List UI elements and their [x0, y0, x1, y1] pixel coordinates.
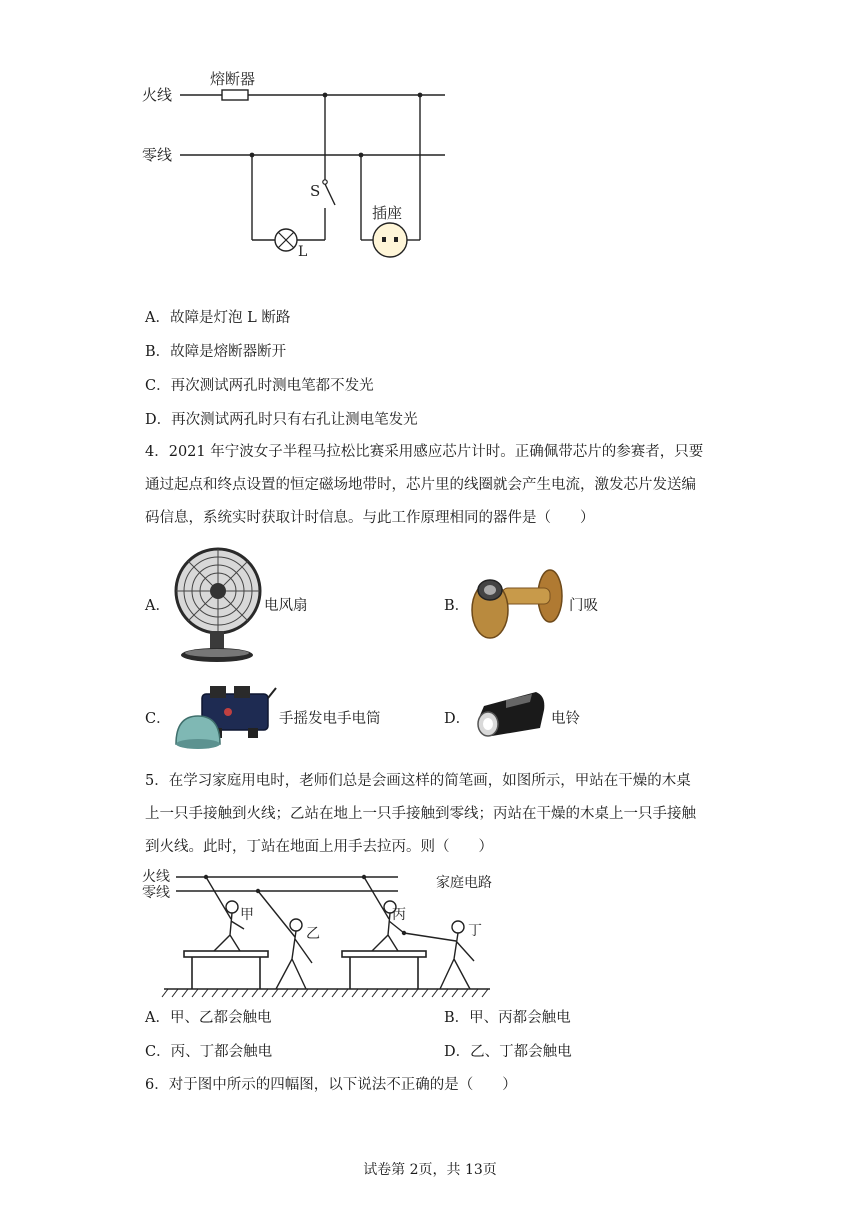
fig-neutral-wire-label: 零线 — [142, 885, 170, 901]
page-footer: 试卷第 2页，共 13页 — [363, 1162, 497, 1178]
q6-question: 6．对于图中所示的四幅图，以下说法不正确的是（ ） — [145, 1077, 517, 1093]
electric-fan-photo — [172, 543, 262, 665]
q4-option-d-letter: D． — [444, 711, 471, 727]
fig-live-wire-label: 火线 — [142, 869, 170, 885]
q3-option-b: B．故障是熔断器断开 — [145, 344, 287, 360]
q4-option-c-label: 手摇发电手电筒 — [279, 711, 381, 727]
q3-option-d: D．再次测试两孔时只有右孔让测电笔发光 — [145, 412, 418, 428]
q4-question — [145, 436, 703, 535]
door-stopper-photo — [468, 566, 568, 646]
wooden-table-icon — [342, 951, 426, 989]
person-b-label: 乙 — [306, 926, 320, 942]
q4-option-d-label: 电铃 — [551, 711, 580, 727]
person-c-label: 丙 — [392, 907, 406, 923]
wooden-table-icon — [184, 951, 268, 989]
q3-option-c: C．再次测试两孔时测电笔都不发光 — [145, 378, 374, 394]
q4-option-a-letter: A． — [145, 598, 170, 614]
lamp-label: L — [298, 244, 308, 260]
q5-option-b: B．甲、丙都会触电 — [444, 1010, 571, 1026]
q5-option-d: D．乙、丁都会触电 — [444, 1044, 572, 1060]
q5-option-c: C．丙、丁都会触电 — [145, 1044, 273, 1060]
q4-line: 码信息，系统实时获取计时信息。与此工作原理相同的器件是（ ） — [145, 510, 595, 526]
q3-option-a: A．故障是灯泡 L 断路 — [145, 310, 291, 326]
switch-label: S — [310, 182, 321, 200]
q4-option-c-letter: C． — [145, 711, 171, 727]
person-d-label: 丁 — [468, 923, 482, 939]
electric-bell-photo — [470, 688, 550, 744]
q4-option-b-label: 门吸 — [569, 598, 598, 614]
q5-line: 上一只手接触到火线；乙站在地上一只手接触到零线；丙站在干燥的木桌上一只手接触 — [145, 806, 696, 822]
q4-option-b-letter: B． — [444, 598, 470, 614]
q4-line: 通过起点和终点设置的恒定磁场地带时，芯片里的线圈就会产生电流，激发芯片发送编 — [145, 477, 696, 493]
socket-icon — [373, 223, 407, 257]
q5-line: 5．在学习家庭用电时，老师们总是会画这样的简笔画，如图所示，甲站在干燥的木桌 — [145, 773, 691, 789]
hand-crank-flashlight-photo — [168, 678, 278, 758]
q4-line: 4．2021 年宁波女子半程马拉松比赛采用感应芯片计时。正确佩带芯片的参赛者，只要 — [145, 444, 704, 460]
household-circuit-figure — [140, 865, 500, 1000]
q5-option-a: A．甲、乙都会触电 — [145, 1010, 272, 1026]
fuse-label: 熔断器 — [210, 70, 256, 88]
live-wire-label: 火线 — [142, 86, 173, 104]
socket-label: 插座 — [372, 204, 403, 222]
q5-question — [145, 765, 696, 864]
switch-icon — [323, 180, 327, 184]
person-a-label: 甲 — [240, 907, 254, 923]
fig-title: 家庭电路 — [436, 875, 492, 891]
circuit-diagram — [130, 60, 460, 270]
fuse-icon — [222, 90, 248, 100]
q4-option-a-label: 电风扇 — [264, 598, 308, 614]
neutral-wire-label: 零线 — [142, 146, 173, 164]
lamp-icon — [275, 229, 297, 251]
q5-line: 到火线。此时，丁站在地面上用手去拉丙。则（ ） — [145, 839, 493, 855]
